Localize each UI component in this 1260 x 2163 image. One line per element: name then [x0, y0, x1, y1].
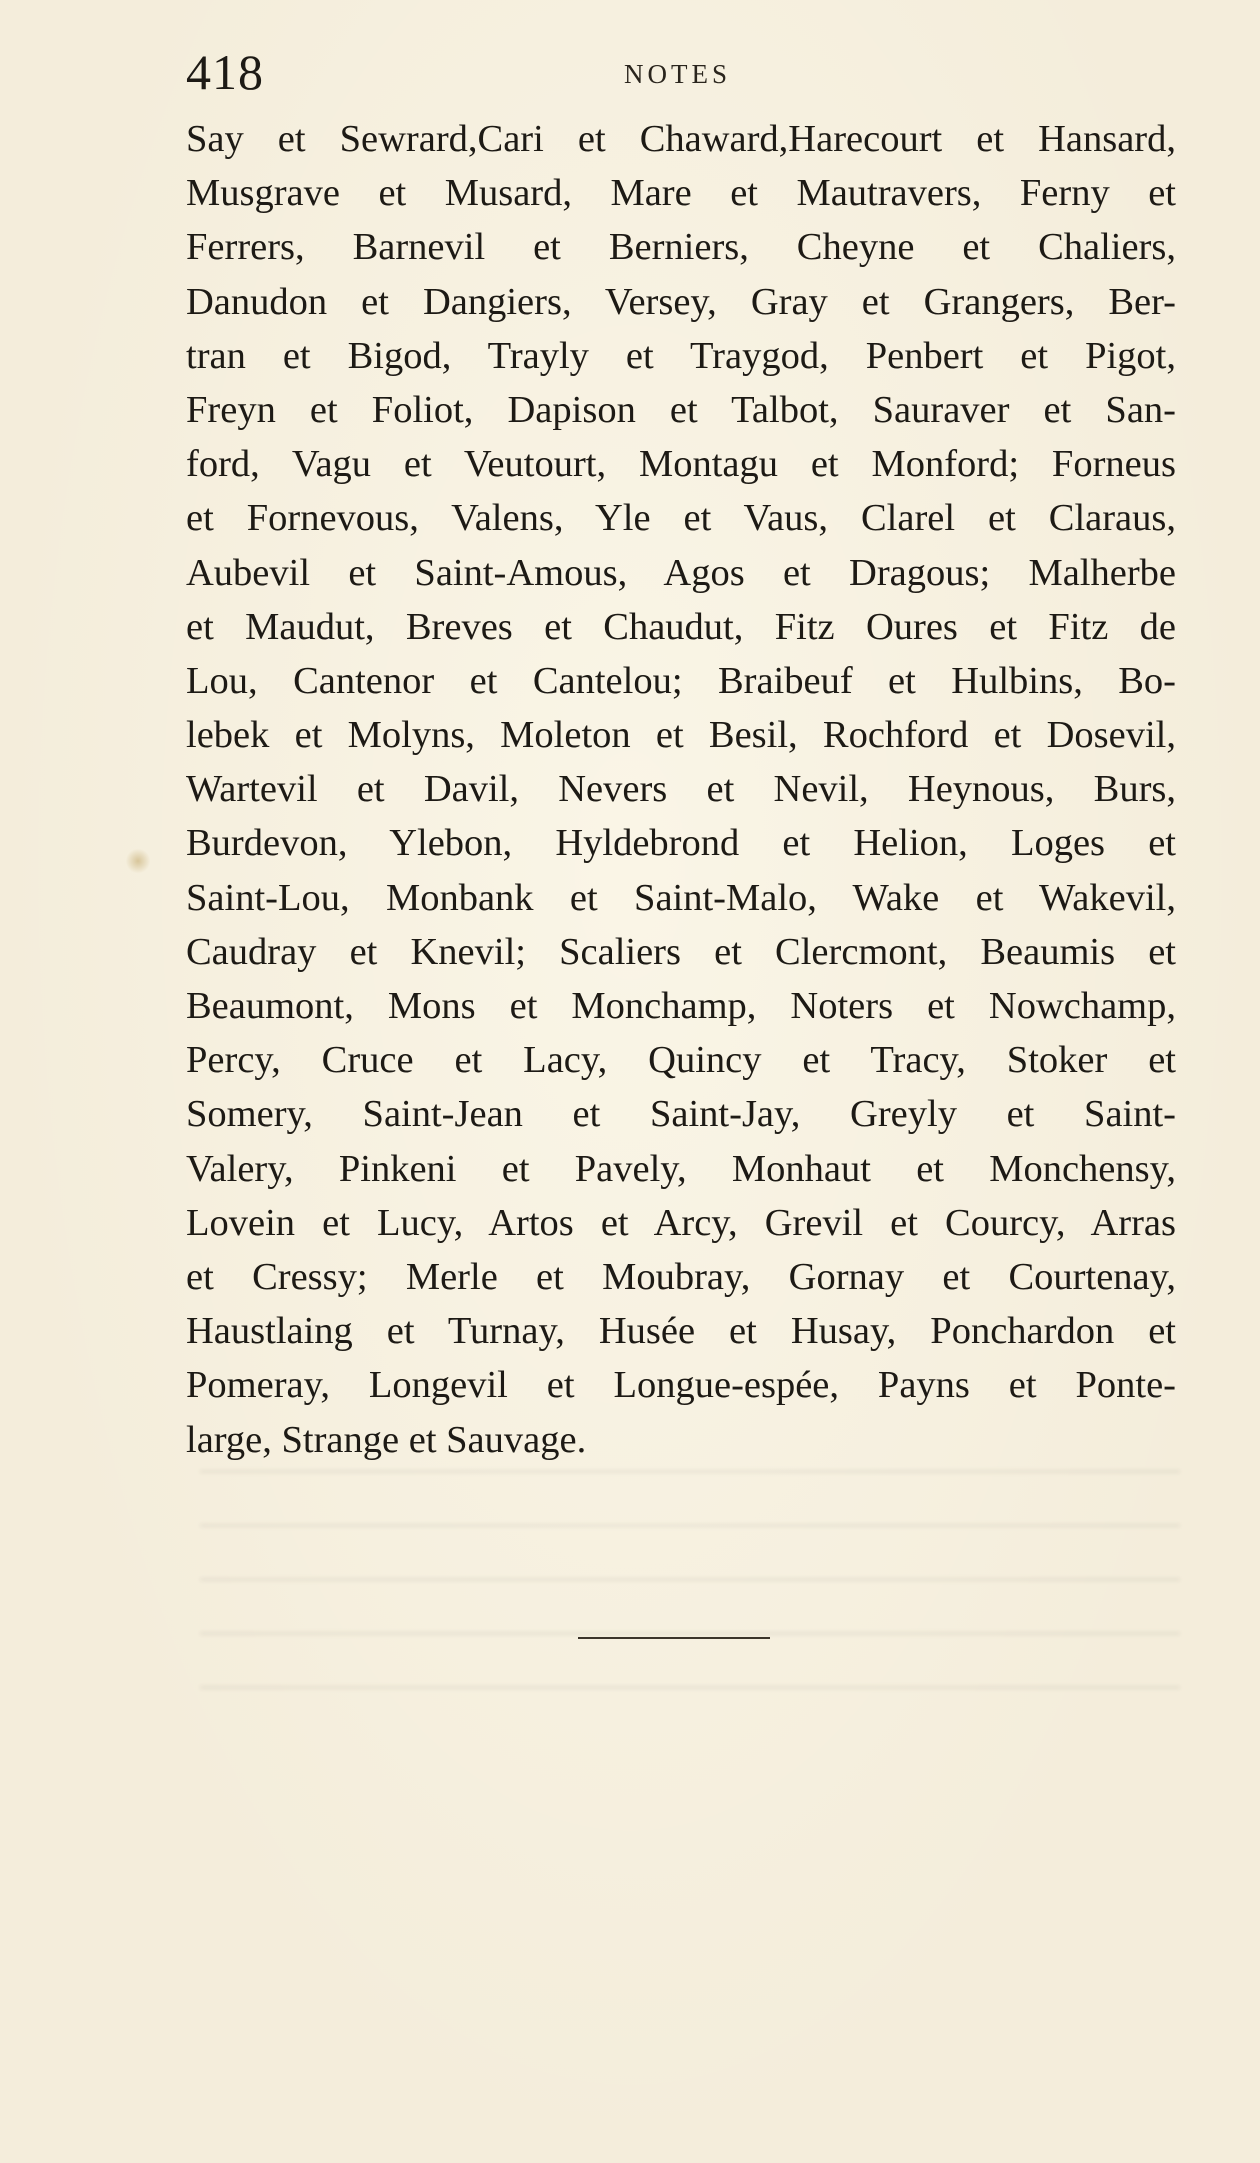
text-line: Wartevil et Davil, Nevers et Nevil, Heynous, Burs,	[186, 768, 1176, 811]
text-line-last: large, Strange et Sauvage.	[186, 1418, 587, 1461]
running-head: NOTES	[624, 59, 731, 89]
text-line: Ferrers, Barnevil et Berniers, Cheyne et Chaliers,	[186, 226, 1176, 269]
body-text	[186, 112, 1176, 1467]
text-line: Beaumont, Mons et Monchamp, Noters et Nowchamp,	[186, 985, 1176, 1027]
text-line: Musgrave et Musard, Mare et Mautravers, Ferny et	[186, 172, 1176, 215]
text-line: et Cressy; Merle et Moubray, Gornay et Courtenay,	[186, 1255, 1176, 1298]
text-line: Saint-Lou, Monbank et Saint-Malo, Wake et Wakevil,	[186, 876, 1176, 919]
text-line: Percy, Cruce et Lacy, Quincy et Tracy, Stoker et	[186, 1039, 1176, 1082]
text-line: Caudray et Knevil; Scaliers et Clercmont, Beaumis et	[186, 930, 1176, 973]
show-through-shadow	[200, 1470, 1180, 1730]
text-line: Burdevon, Ylebon, Hyldebrond et Helion, Loges et	[186, 822, 1176, 865]
text-line: Somery, Saint-Jean et Saint-Jay, Greyly et Saint-	[186, 1093, 1176, 1136]
text-line: Danudon et Dangiers, Versey, Gray et Grangers, Ber-	[186, 280, 1176, 323]
paper-stain	[126, 848, 150, 874]
text-line: tran et Bigod, Trayly et Traygod, Penbert et Pigot,	[186, 334, 1176, 377]
section-divider-rule	[578, 1637, 770, 1639]
text-line: Say et Sewrard,Cari et Chaward,Harecourt et Hansard,	[186, 118, 1176, 160]
text-line: Lovein et Lucy, Artos et Arcy, Grevil et Courcy, Arras	[186, 1201, 1176, 1244]
text-line: lebek et Molyns, Moleton et Besil, Rochford et Dosevil,	[186, 714, 1176, 757]
text-line: Pomeray, Longevil et Longue-espée, Payns et Ponte-	[186, 1364, 1176, 1407]
text-line: Aubevil et Saint-Amous, Agos et Dragous; Malherbe	[186, 551, 1176, 594]
page-number: 418	[186, 44, 264, 100]
text-line: et Fornevous, Valens, Yle et Vaus, Clarel et Claraus,	[186, 497, 1176, 540]
text-line: Lou, Cantenor et Cantelou; Braibeuf et Hulbins, Bo-	[186, 659, 1176, 702]
text-line: Valery, Pinkeni et Pavely, Monhaut et Monchensy,	[186, 1147, 1176, 1190]
text-line: Freyn et Foliot, Dapison et Talbot, Sauraver et San-	[186, 388, 1176, 431]
text-line: et Maudut, Breves et Chaudut, Fitz Oures et Fitz de	[186, 605, 1176, 648]
page-header	[186, 38, 1176, 108]
text-line: ford, Vagu et Veutourt, Montagu et Monford; Forneus	[186, 443, 1176, 486]
text-line: Haustlaing et Turnay, Husée et Husay, Ponchardon et	[186, 1310, 1176, 1353]
